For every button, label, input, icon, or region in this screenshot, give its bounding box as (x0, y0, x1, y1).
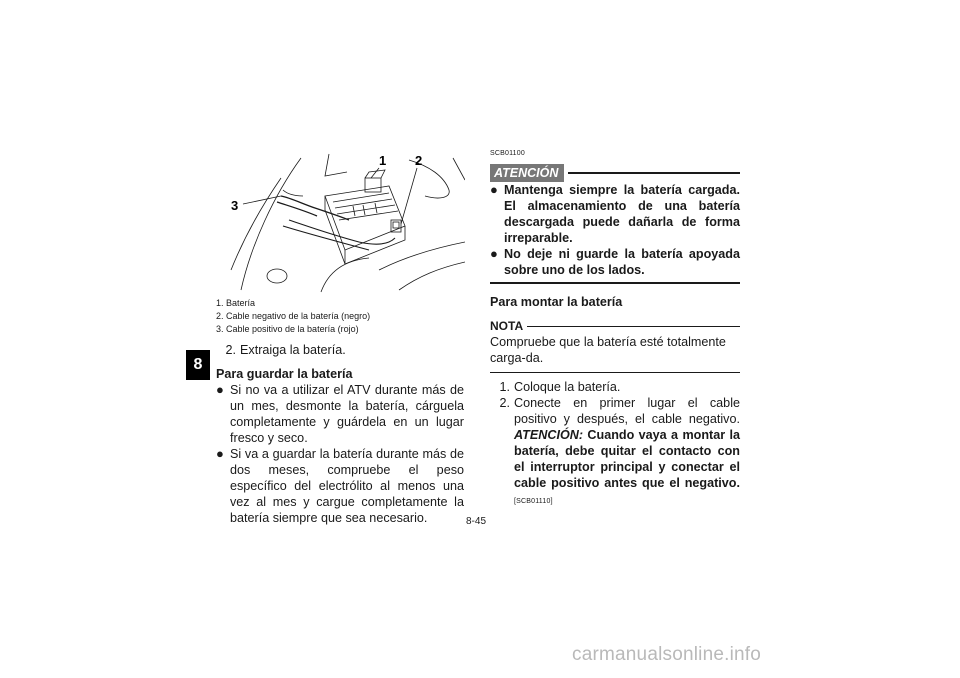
callout-2: 2 (415, 153, 423, 168)
step-text: Coloque la batería. (514, 380, 621, 394)
atencion-label: ATENCIÓN (490, 164, 564, 182)
bullet-dot-icon: ● (216, 382, 224, 397)
bullet-text: Si no va a utilizar el ATV durante más de un mes, desmonte la batería, cárguela completamente y guárdela en un lugar fresco y seco. (230, 383, 464, 445)
nota-text: Compruebe que la batería esté totalmente carga-da. (490, 335, 726, 365)
caption-negative-cable: 2. Cable negativo de la batería (negro) (216, 311, 371, 321)
step-text: Extraiga la batería. (240, 343, 346, 357)
watermark: carmanualsonline.info (572, 644, 762, 665)
install-heading: Para montar la batería (490, 295, 623, 309)
bullet-dot-icon: ● (490, 182, 498, 197)
bullet-text: Si va a guardar la batería durante más de dos meses, compruebe el peso específico del electrólito al menos una vez al mes y cargue completamente la batería siempre que sea necesario. (230, 447, 464, 525)
step-warning-text: Cuando vaya a montar la batería, debe quitar el contacto con el interruptor principal y conectar el cable positivo antes que el negativo. (514, 428, 741, 490)
left-column (216, 342, 464, 526)
figure-captions (216, 297, 370, 336)
caption-positive-cable: 3. Cable positivo de la batería (rojo) (216, 324, 359, 334)
callout-3: 3 (231, 198, 239, 213)
step-warning-label: ATENCIÓN: (514, 428, 584, 442)
bullet-text: No deje ni guarde la batería apoyada sobre uno de los lados. (504, 247, 740, 277)
page-number: 8-45 (466, 516, 487, 527)
chapter-tab: 8 (186, 350, 210, 380)
step-remove-battery (216, 342, 464, 358)
atencion-bullet-1 (490, 182, 740, 246)
atencion-body (490, 182, 740, 278)
storage-bullet-1 (216, 382, 464, 446)
install-step-2 (490, 395, 740, 510)
battery-figure (229, 150, 465, 294)
atencion-rule (568, 172, 740, 174)
callout-1: 1 (379, 153, 387, 168)
right-column (490, 146, 740, 510)
atencion-bullet-2 (490, 246, 740, 278)
step-number: 1. (499, 380, 510, 394)
step-warning-code: [SCB01110] (514, 498, 553, 505)
nota-label: NOTA (490, 319, 524, 333)
bullet-dot-icon: ● (216, 446, 224, 461)
step-text-block (514, 395, 740, 510)
nota-end-rule (490, 372, 740, 373)
nota-rule (527, 326, 740, 327)
bullet-dot-icon: ● (490, 246, 498, 261)
storage-heading: Para guardar la batería (216, 367, 353, 381)
storage-bullet-2 (216, 446, 464, 526)
atencion-header (490, 164, 740, 182)
notice-code: SCB01100 (490, 150, 525, 157)
step-number: 2. (499, 396, 510, 410)
step-text: Conecte en primer lugar el cable positivo y después, el cable negativo. (514, 396, 740, 426)
install-step-1 (490, 379, 740, 395)
nota-header (490, 318, 740, 334)
bullet-text: Mantenga siempre la batería cargada. El almacenamiento de una batería descargada puede dañarla de forma irreparable. (504, 183, 740, 245)
step-number: 2. (225, 343, 236, 357)
caption-battery: 1. Batería (216, 298, 256, 308)
atencion-end-rule (490, 282, 740, 284)
